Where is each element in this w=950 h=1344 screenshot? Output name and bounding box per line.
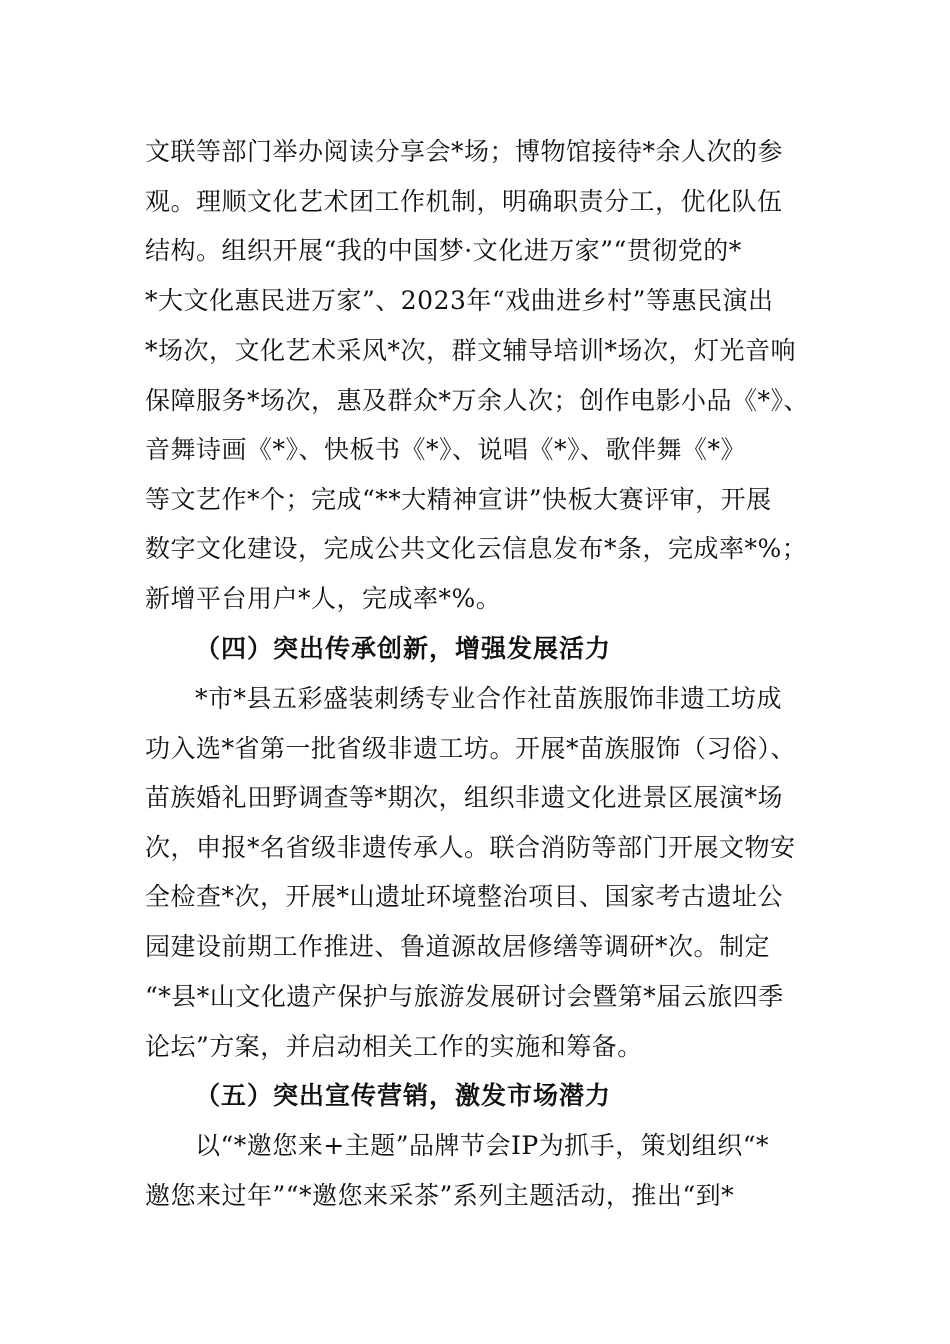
body-text-line: 全检查*次，开展*山遗址环境整治项目、国家考古遗址公 xyxy=(145,882,784,911)
body-text-line: 等文艺作*个；完成“**大精神宣讲”快板大赛评审，开展 xyxy=(145,485,772,514)
body-text-line: *大文化惠民进万家”、2023年“戏曲进乡村”等惠民演出 xyxy=(145,286,774,315)
body-text-line: 结构。组织开展“我的中国梦·文化进万家”“贯彻党的* xyxy=(145,236,742,265)
body-text-line: 以“*邀您来+主题”品牌节会IP为抓手，策划组织“* xyxy=(195,1131,769,1160)
body-text-line: 园建设前期工作推进、鲁道源故居修缮等调研*次。制定 xyxy=(145,932,771,961)
body-text-line: 音舞诗画《*》、快板书《*》、说唱《*》、歌伴舞《*》 xyxy=(145,435,747,464)
section-heading-5: （五）突出宣传营销，激发市场潜力 xyxy=(195,1081,612,1110)
body-text-line: *场次，文化艺术采风*次，群文辅导培训*场次，灯光音响 xyxy=(145,336,797,365)
body-text-line: 论坛”方案，并启动相关工作的实施和筹备。 xyxy=(145,1032,643,1061)
body-text-line: 观。理顺文化艺术团工作机制，明确职责分工，优化队伍 xyxy=(145,187,783,216)
body-text-line: 苗族婚礼田野调查等*期次，组织非遗文化进景区展演*场 xyxy=(145,783,784,812)
body-text-line: 文联等部门举办阅读分享会*场；博物馆接待*余人次的参 xyxy=(145,137,784,166)
body-text-line: 保障服务*场次，惠及群众*万余人次；创作电影小品《*》、 xyxy=(145,386,810,415)
body-text-line: *市*县五彩盛装刺绣专业合作社苗族服饰非遗工坊成 xyxy=(195,684,783,713)
body-text-line: 数字文化建设，完成公共文化云信息发布*条，完成率*%； xyxy=(145,534,808,563)
section-heading-4: （四）突出传承创新，增强发展活力 xyxy=(195,634,612,663)
body-text-line: 次，申报*名省级非遗传承人。联合消防等部门开展文物安 xyxy=(145,833,796,862)
body-text-line: 邀您来过年”“*邀您来采茶”系列主题活动，推出“到* xyxy=(145,1181,735,1210)
body-text-line: 新增平台用户*人，完成率*%。 xyxy=(145,584,502,613)
body-text-line: 功入选*省第一批省级非遗工坊。开展*苗族服饰（习俗）、 xyxy=(145,734,797,763)
body-text-line: “*县*山文化遗产保护与旅游发展研讨会暨第*届云旅四季 xyxy=(145,982,784,1011)
